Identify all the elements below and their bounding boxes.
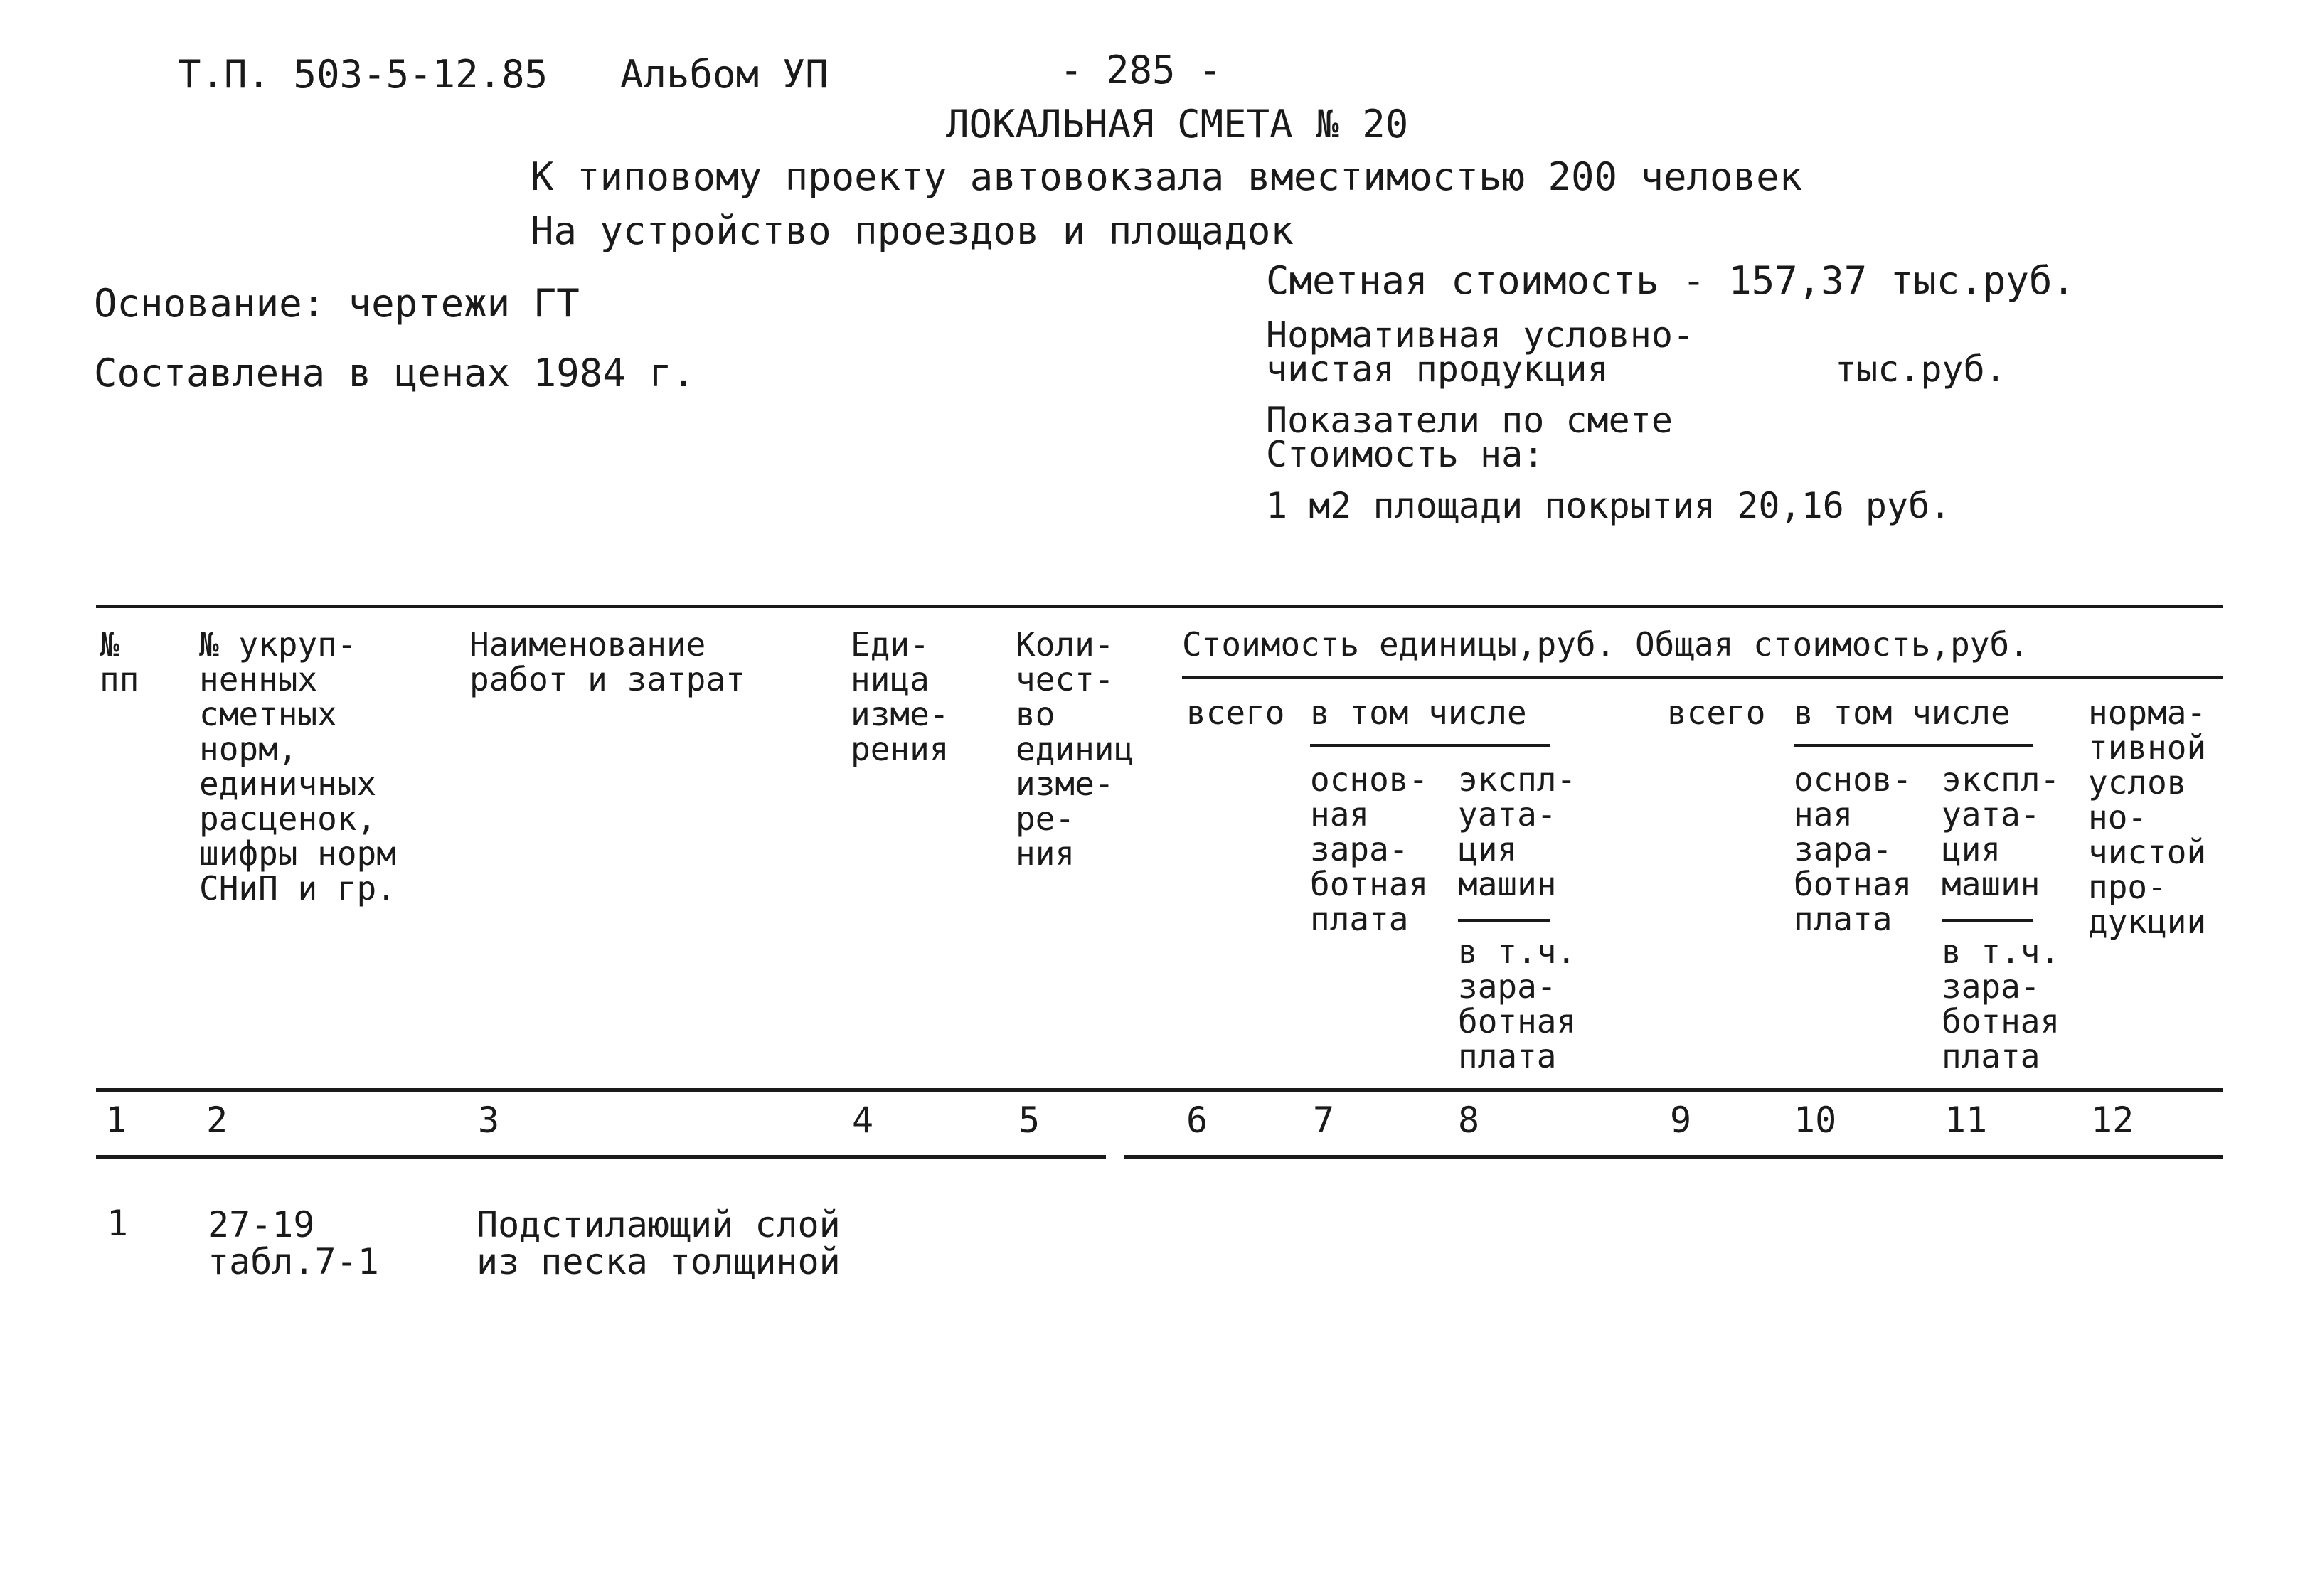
column-number: 6 (1186, 1100, 1208, 1141)
header-total-wage: основ- ная зара- ботная плата (1794, 760, 1912, 938)
total-machine-rule (1942, 919, 2033, 922)
price-level-text: Составлена в ценах 1984 г. (94, 351, 696, 395)
column-number: 5 (1018, 1100, 1040, 1141)
normative-unit: тыс.руб. (1835, 349, 2006, 390)
normative-label-2: чистая продукция (1266, 349, 1609, 390)
project-subtitle: К типовому проекту автовокзала вместимостью 200 человек (531, 154, 1803, 199)
header-norm-code: № укруп- ненных сметных норм, единичных расценок, шифры норм СНиП и гр. (199, 625, 396, 908)
header-unit-total: всего (1186, 693, 1285, 732)
header-total-machine: экспл- уата- ция машин (1942, 760, 2060, 903)
column-number: 7 (1313, 1100, 1335, 1141)
header-unit-machine: экспл- уата- ция машин (1458, 760, 1577, 903)
column-number: 10 (1794, 1100, 1837, 1141)
column-number: 3 (478, 1100, 500, 1141)
page-title: ЛОКАЛЬНАЯ СМЕТА № 20 (946, 102, 1409, 147)
header-unit-machine-wage: в т.ч. зара- ботная плата (1458, 932, 1577, 1075)
indicators-label: Показатели по смете (1266, 400, 1673, 441)
works-subtitle: На устройство проездов и площадок (531, 208, 1294, 253)
album-label: Альбом УП (620, 52, 829, 97)
column-number: 1 (105, 1100, 127, 1141)
column-numbers-rule-left (96, 1155, 1106, 1159)
basis-text: Основание: чертежи ГТ (94, 281, 580, 326)
header-work-name: Наименование работ и затрат (469, 625, 745, 698)
header-cost-group: Стоимость единицы,руб. Общая стоимость,руб. (1182, 625, 2029, 664)
header-unit: Еди- ница изме- рения (851, 625, 949, 768)
unit-incl-rule (1310, 744, 1550, 747)
row-work-name: Подстилающий слой из песка толщиной (477, 1204, 841, 1282)
header-unit-incl: в том числе (1310, 693, 1527, 732)
page-number: - 285 - (1060, 48, 1222, 92)
estimated-cost: Сметная стоимость - 157,37 тыс.руб. (1266, 258, 2075, 303)
header-total-incl: в том числе (1794, 693, 2011, 732)
column-number: 11 (1944, 1100, 1988, 1141)
header-bottom-rule (96, 1088, 2223, 1092)
header-row-number: № пп (100, 625, 139, 698)
cost-on-label: Стоимость на: (1266, 434, 1545, 475)
column-number: 8 (1458, 1100, 1480, 1141)
cost-per-m2: 1 м2 площади покрытия 20,16 руб. (1266, 485, 1952, 526)
header-total-machine-wage: в т.ч. зара- ботная плата (1942, 932, 2060, 1075)
table-top-rule (96, 605, 2223, 608)
header-total-total: всего (1667, 693, 1766, 732)
header-normative-production: норма- тивной услов но- чистой про- дукции (2088, 693, 2207, 941)
header-quantity: Коли- чест- во единиц изме- ре- ния (1016, 625, 1134, 873)
document-reference: Т.П. 503-5-12.85 (178, 52, 548, 97)
column-numbers-rule-right (1124, 1155, 2223, 1159)
row-number: 1 (107, 1203, 129, 1244)
header-unit-wage: основ- ная зара- ботная плата (1310, 760, 1429, 938)
column-number: 4 (852, 1100, 874, 1141)
column-number: 2 (206, 1100, 228, 1141)
row-norm-code: 27-19 табл.7-1 (208, 1204, 379, 1282)
group-header-rule (1182, 676, 2223, 679)
normative-label-1: Нормативная условно- (1266, 314, 1695, 356)
column-number: 12 (2091, 1100, 2134, 1141)
unit-machine-rule (1458, 919, 1550, 922)
total-incl-rule (1794, 744, 2033, 747)
column-number: 9 (1670, 1100, 1692, 1141)
